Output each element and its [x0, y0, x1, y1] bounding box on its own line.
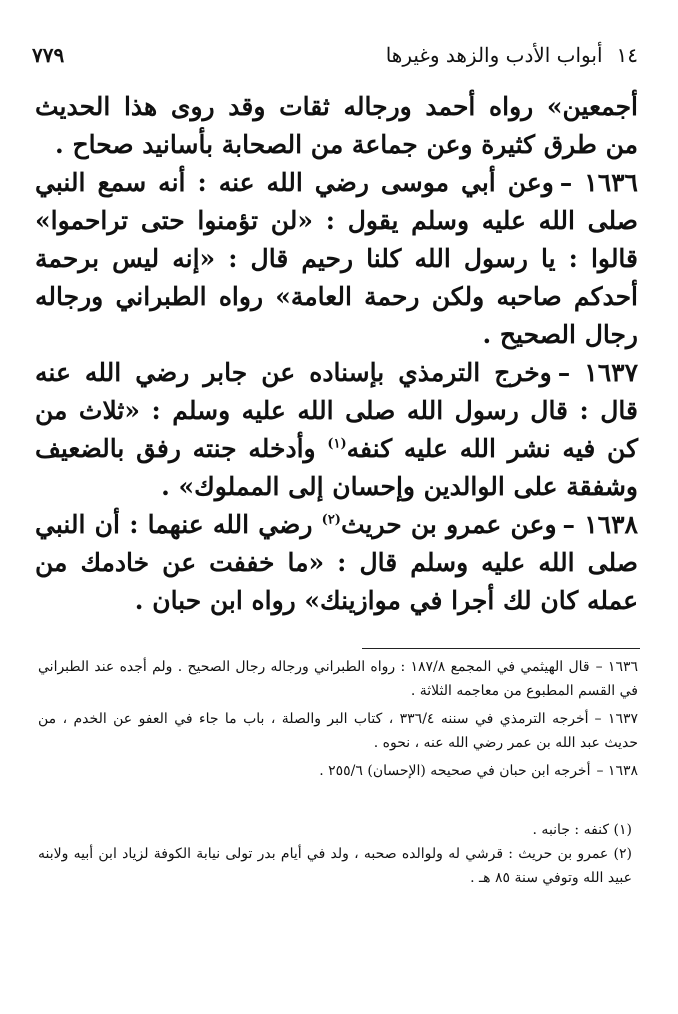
- hadith-1636: [35, 164, 638, 354]
- note-text: أخرجه الترمذي في سننه ٣٣٦/٤ ، كتاب البر والصلة ، باب ما جاء في العفو عن الخدم ، من حديث عبد الله بن عمر رضي الله عنه ، نحوه .: [38, 711, 638, 751]
- hadith-number: ١٦٣٨ –: [562, 510, 638, 539]
- hadith-1638: [35, 506, 638, 620]
- footnote-1: (١) كنفه : جانبه .: [532, 822, 632, 838]
- note-text: أخرجه ابن حبان في صحيحه (الإحسان) ٢٥٥/٦ .: [319, 763, 591, 779]
- note-1637: [38, 707, 638, 755]
- footnote-divider: [362, 648, 640, 649]
- note-number: ١٦٣٦ –: [595, 659, 638, 675]
- main-text: [35, 88, 638, 620]
- glossary-footnotes: [38, 818, 638, 890]
- note-text: قال الهيثمي في المجمع ١٨٧/٨ : رواه الطبراني ورجاله رجال الصحيح . ولم أجده عند الطبراني في القسم المطبوع من معاجمه الثلاثة .: [38, 659, 638, 699]
- note-number: ١٦٣٧ –: [594, 711, 638, 727]
- footnote-2: (٢) عمرو بن حريث : قرشي له ولوالده صحبه ، ولد في أيام بدر تولى نيابة الكوفة لزياد ابن أبيه ولابنه عبيد الله وتوفي سنة ٨٥ هـ .: [38, 846, 632, 886]
- hadith-text: وخرج الترمذي بإسناده عن جابر رضي الله عنه قال : قال رسول الله صلى الله عليه وسلم : «ثلاث من كن فيه نشر الله عليه كنفه: [35, 358, 638, 463]
- page-header: [32, 40, 638, 70]
- paragraph-continuation: [35, 88, 638, 164]
- footnote-marker: (١): [327, 436, 347, 452]
- running-title: [386, 43, 638, 67]
- hadith-text: رضي الله عنهما : أن النبي صلى الله عليه وسلم قال : «ما خففت عن خادمك من عمله كان لك أجرا في موازينك» رواه ابن حبان .: [35, 510, 638, 615]
- note-1636: [38, 655, 638, 703]
- hadith-text: وعن عمرو بن حريث: [340, 510, 557, 539]
- chapter-number: ١٤: [616, 43, 638, 67]
- footnote-marker: (٢): [321, 512, 341, 528]
- hadith-text: وأدخله جنته رفق بالضعيف وشفقة على الوالدين وإحسان إلى المملوك» .: [35, 434, 638, 501]
- takhrij-notes: [38, 655, 638, 787]
- note-number: ١٦٣٨ –: [596, 763, 638, 779]
- page-number: ٧٧٩: [32, 43, 65, 67]
- hadith-number: ١٦٣٧ –: [557, 358, 638, 387]
- hadith-text: وعن أبي موسى رضي الله عنه : أنه سمع النبي صلى الله عليه وسلم يقول : «لن تؤمنوا حتى تراحموا» قالوا : يا رسول الله كلنا رحيم قال : «إنه ليس برحمة أحدكم صاحبه ولكن رحمة العامة» رواه الطبراني ورجاله رجال الصحيح .: [35, 168, 638, 349]
- chapter-title: أبواب الأدب والزهد وغيرها: [385, 43, 603, 67]
- hadith-1637: [35, 354, 638, 506]
- note-1638: [38, 759, 638, 783]
- paragraph-text: أجمعين» رواه أحمد ورجاله ثقات وقد روى هذا الحديث من طرق كثيرة وعن جماعة من الصحابة بأسانيد صحاح .: [35, 92, 638, 159]
- hadith-number: ١٦٣٦ –: [559, 168, 638, 197]
